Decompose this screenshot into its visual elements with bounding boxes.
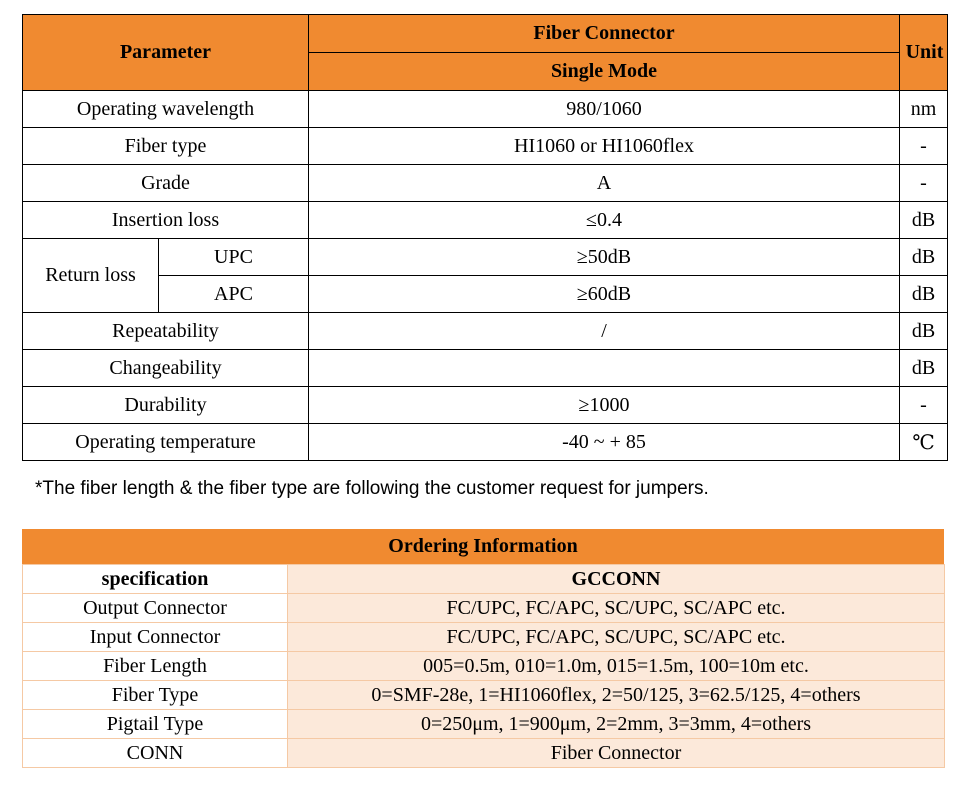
unit-cell: dB <box>900 313 948 350</box>
header-fiber-connector: Fiber Connector <box>309 15 900 53</box>
apc-value: ≥60dB <box>309 276 900 313</box>
unit-cell: nm <box>900 91 948 128</box>
param-cell: Durability <box>23 387 309 424</box>
spec-row <box>23 91 948 128</box>
param-cell: Grade <box>23 165 309 202</box>
value-cell: ≥1000 <box>309 387 900 424</box>
param-cell: Fiber type <box>23 128 309 165</box>
header-single-mode: Single Mode <box>309 53 900 91</box>
unit-cell: - <box>900 165 948 202</box>
spec-table <box>22 14 948 461</box>
spec-row <box>23 387 948 424</box>
value-cell: 980/1060 <box>309 91 900 128</box>
ordering-row <box>23 594 945 623</box>
apc-label: APC <box>159 276 309 313</box>
ordering-value: FC/UPC, FC/APC, SC/UPC, SC/APC etc. <box>288 594 945 623</box>
value-cell: / <box>309 313 900 350</box>
value-cell <box>309 350 900 387</box>
ordering-title: Ordering Information <box>22 529 944 564</box>
upc-unit: dB <box>900 239 948 276</box>
footnote: *The fiber length & the fiber type are following the customer request for jumpers. <box>35 478 709 499</box>
spec-row-return-loss-upc <box>23 239 948 276</box>
header-parameter: Parameter <box>23 15 309 91</box>
value-cell: ≤0.4 <box>309 202 900 239</box>
ordering-table <box>22 564 945 768</box>
unit-cell: dB <box>900 202 948 239</box>
ordering-row <box>23 565 945 594</box>
ordering-value: GCCONN <box>288 565 945 594</box>
ordering-row <box>23 652 945 681</box>
ordering-row <box>23 681 945 710</box>
param-cell: Insertion loss <box>23 202 309 239</box>
ordering-key: Output Connector <box>23 594 288 623</box>
param-cell: Changeability <box>23 350 309 387</box>
value-cell: A <box>309 165 900 202</box>
spec-row <box>23 313 948 350</box>
ordering-key: Fiber Type <box>23 681 288 710</box>
ordering-row <box>23 739 945 768</box>
spec-row <box>23 202 948 239</box>
ordering-key: specification <box>23 565 288 594</box>
spec-row <box>23 424 948 461</box>
ordering-key: CONN <box>23 739 288 768</box>
param-cell: Operating wavelength <box>23 91 309 128</box>
param-cell: Operating temperature <box>23 424 309 461</box>
return-loss-label: Return loss <box>23 239 159 313</box>
ordering-key: Input Connector <box>23 623 288 652</box>
ordering-value: FC/UPC, FC/APC, SC/UPC, SC/APC etc. <box>288 623 945 652</box>
ordering-value: Fiber Connector <box>288 739 945 768</box>
ordering-row <box>23 710 945 739</box>
ordering-key: Fiber Length <box>23 652 288 681</box>
unit-cell: ℃ <box>900 424 948 461</box>
upc-label: UPC <box>159 239 309 276</box>
ordering-key: Pigtail Type <box>23 710 288 739</box>
unit-cell: - <box>900 128 948 165</box>
spec-row <box>23 128 948 165</box>
spec-row <box>23 350 948 387</box>
value-cell: -40 ~ + 85 <box>309 424 900 461</box>
spec-row <box>23 165 948 202</box>
upc-value: ≥50dB <box>309 239 900 276</box>
ordering-value: 005=0.5m, 010=1.0m, 015=1.5m, 100=10m etc. <box>288 652 945 681</box>
unit-cell: - <box>900 387 948 424</box>
ordering-row <box>23 623 945 652</box>
unit-cell: dB <box>900 350 948 387</box>
header-unit: Unit <box>900 15 948 91</box>
spec-row-return-loss-apc <box>23 276 948 313</box>
apc-unit: dB <box>900 276 948 313</box>
ordering-value: 0=250μm, 1=900μm, 2=2mm, 3=3mm, 4=others <box>288 710 945 739</box>
ordering-value: 0=SMF-28e, 1=HI1060flex, 2=50/125, 3=62.5/125, 4=others <box>288 681 945 710</box>
value-cell: HI1060 or HI1060flex <box>309 128 900 165</box>
param-cell: Repeatability <box>23 313 309 350</box>
